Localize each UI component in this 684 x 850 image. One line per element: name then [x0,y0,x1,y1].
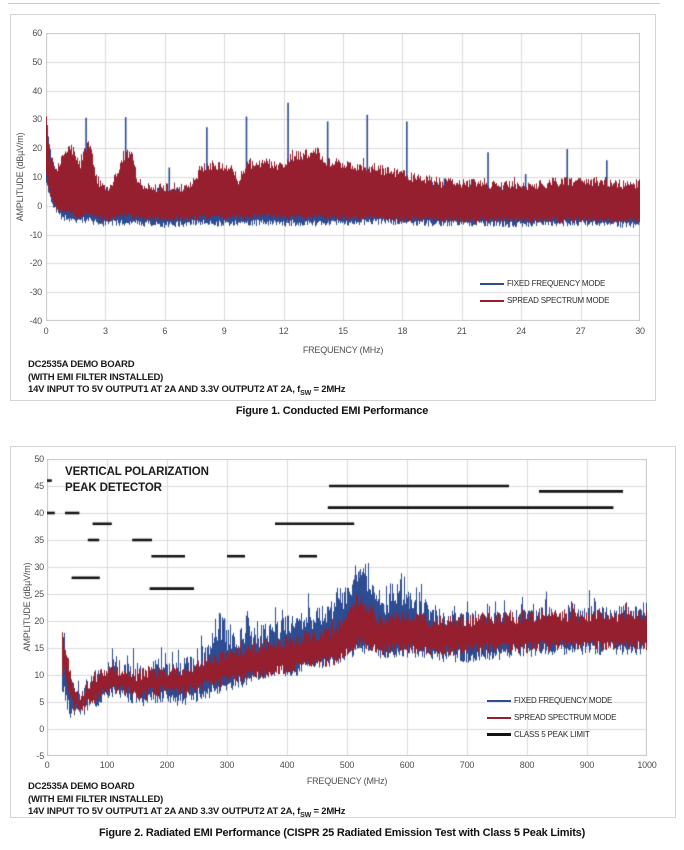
x-tick-label: 200 [159,760,175,770]
x-tick-label: 30 [635,326,645,336]
x-tick-label: 600 [399,760,415,770]
x-tick-label: 300 [219,760,235,770]
figure2-x-axis-label: FREQUENCY (MHz) [306,776,388,786]
figure2-plot-area [47,459,647,756]
x-tick-label: 27 [575,326,586,336]
figure1-test-conditions [28,359,345,400]
x-tick-label: 21 [456,326,467,336]
x-tick-label: 6 [162,326,168,336]
x-tick-label: 12 [278,326,289,336]
y-tick-label: -40 [29,316,42,326]
legend-label: FIXED FREQUENCY MODE [507,279,606,288]
y-tick-label: 50 [34,454,44,464]
legend-row [480,292,609,309]
y-tick-label: 50 [32,56,42,67]
x-tick-label: 0 [44,760,50,770]
figure1-plot-area [46,33,640,321]
x-tick-label: 24 [516,326,526,336]
y-tick-label: 35 [34,535,44,545]
figure2-test-conditions [28,781,345,822]
y-tick-label: 25 [34,589,44,599]
figure2-annotation-line2: PEAK DETECTOR [65,482,162,494]
x-tick-label: 900 [579,760,595,770]
figure2-note-line3: 14V INPUT TO 5V OUTPUT1 AT 2A AND 3.3V OUTPUT2 AT 2A, $f_{SW} = 2MHz$ [28,806,346,819]
figure1-note-line2: (WITH EMI FILTER INSTALLED) [28,371,164,383]
y-tick-label: 0 [37,200,42,211]
figure1-caption: Figure 1. Conducted EMI Performance [235,405,429,417]
x-tick-label: 400 [279,760,295,770]
x-tick-label: 9 [221,326,227,336]
y-tick-label: 40 [32,85,42,96]
y-tick-label: 5 [39,697,44,707]
legend-line-sample [487,717,511,719]
y-tick-label: 60 [32,28,42,38]
figure1-note-line3: 14V INPUT TO 5V OUTPUT1 AT 2A AND 3.3V OUTPUT2 AT 2A, $f_{SW} = 2MHz$ [28,384,346,397]
x-tick-label: 1000 [637,760,657,770]
y-tick-label: 10 [32,172,42,182]
legend-line-sample [487,733,511,737]
legend-line-sample [487,700,511,702]
legend-label: SPREAD SPECTRUM MODE [507,296,610,305]
fsw-subscript: SW [300,811,312,819]
y-tick-label: 45 [34,481,44,491]
x-tick-label: 700 [459,760,475,770]
y-tick-label: -20 [29,258,42,269]
legend-line-sample [480,300,504,302]
fsw-subscript: SW [300,389,312,397]
y-tick-label: -5 [36,751,44,761]
y-tick-label: 30 [34,562,44,572]
x-tick-label: 0 [43,326,49,336]
legend-row [487,692,616,709]
x-tick-label: 800 [519,760,535,770]
figure2-annotation [65,464,209,496]
y-tick-label: 20 [34,616,44,626]
figure1-x-axis-label: FREQUENCY (MHz) [302,345,384,355]
figure2-annotation-line1: VERTICAL POLARIZATION [65,466,209,478]
legend-row [487,709,616,726]
legend-label: FIXED FREQUENCY MODE [514,696,613,705]
y-tick-label: 40 [34,508,44,518]
x-tick-label: 100 [99,760,115,770]
y-tick-label: -10 [29,229,42,240]
legend-line-sample [480,283,504,285]
y-tick-label: 15 [34,643,44,653]
figure2-caption: Figure 2. Radiated EMI Performance (CISPR 25 Radiated Emission Test with Class 5 Peak Limits) [98,827,586,839]
y-tick-label: -30 [29,287,42,298]
y-tick-label: 0 [39,724,44,734]
legend-row [480,275,609,292]
x-tick-label: 500 [339,760,355,770]
y-tick-label: 30 [32,114,42,125]
x-tick-label: 18 [397,326,408,336]
figure2-note-line1: DC2535A DEMO BOARD [28,781,135,792]
y-tick-label: 20 [32,143,42,154]
x-tick-label: 3 [102,326,108,336]
figure2-note-line2: (WITH EMI FILTER INSTALLED) [28,793,164,805]
figure1-y-axis-label: AMPLITUDE (dBµV/m) [15,132,25,222]
x-tick-label: 15 [338,326,348,336]
y-tick-label: 10 [34,670,44,680]
legend-label: SPREAD SPECTRUM MODE [514,713,617,722]
figure2-y-axis-label: AMPLITUDE (dBµV/m) [22,562,32,652]
figure1-note-line1: DC2535A DEMO BOARD [28,359,135,370]
legend-label: CLASS 5 PEAK LIMIT [514,730,590,739]
legend-row [487,726,616,743]
figure2-legend [487,692,616,743]
page-crop-line [8,3,660,4]
figure1-legend [480,275,609,309]
